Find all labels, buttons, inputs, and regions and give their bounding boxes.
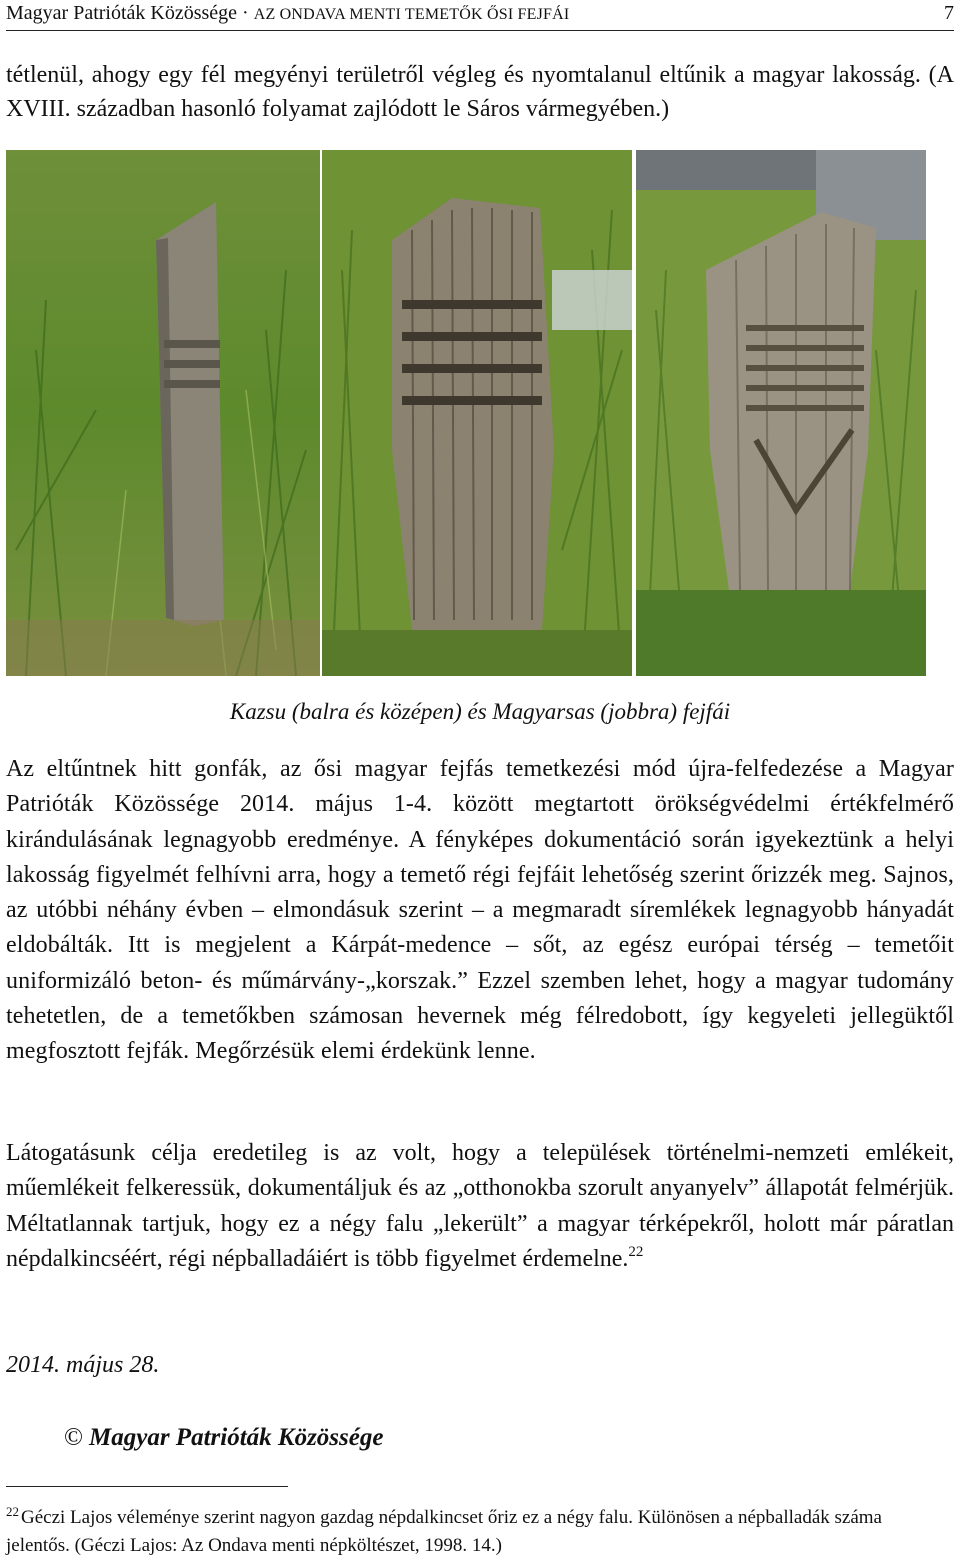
copyright-icon: © <box>64 1424 83 1451</box>
photo-magyarsas-right <box>636 150 926 676</box>
footnote <box>6 1504 900 1560</box>
page-number: 7 <box>944 2 954 24</box>
date-line: 2014. május 28. <box>6 1352 160 1378</box>
intro-paragraph: tétlenül, ahogy egy fél megyényi területről végleg és nyomtalanul eltűnik a magyar lakosság. (A XVIII. században hasonló folyamat zajlódott le Sáros vármegyében.) <box>6 62 954 122</box>
body-paragraph-2 <box>6 1136 954 1277</box>
body-paragraph-1: Az eltűntnek hitt gonfák, az ősi magyar fejfás temetkezési mód újra-felfedezése a Magyar Patrióták Közössége 2014. május 1-4. között megtartott örökségvédelmi értékfelmérő kirándulásának legnagyobb eredménye. A fényképes dokumentáció során igyekeztünk a helyi lakosság figyelmét felhívni arra, hogy a temető régi fejfáit lehetőség szerint őrizzék meg. Sajnos, az utóbbi néhány évben – elmondásuk szerint – a megmaradt síremlékek legnagyobb hányadát eldobálták. Itt is megjelent a Kárpát-medence – sőt, az egész európai térség – temetőit uniformizáló beton- és műmárvány-„korszak.” Ezzel szemben lehet, hogy a magyar tudomány tehetetlen, de a temetőkben számosan hevernek még félredobott, így kegyeleti jellegüktől megfosztott fejfák. Megőrzésük elemi érdekünk lenne. <box>6 756 954 1065</box>
header-title <box>6 0 569 28</box>
footnote-number: 22 <box>6 1504 19 1519</box>
header-separator: · <box>242 2 249 24</box>
footnote-text: Géczi Lajos véleménye szerint nagyon gazdag népdalkincset őriz ez a négy falu. Különösen a népballadák száma jelentős. (Géczi Lajos: Az Ondava menti népköltészet, 1998. 14.) <box>6 1507 882 1556</box>
figure-caption: Kazsu (balra és középen) és Magyarsas (jobbra) fejfái <box>229 699 731 724</box>
running-header <box>6 0 954 31</box>
header-section-title: AZ ONDAVA MENTI TEMETŐK ŐSI FEJFÁI <box>253 6 570 23</box>
copyright-line <box>64 1424 383 1452</box>
copyright-text: Magyar Patrióták Közössége <box>89 1424 384 1451</box>
photo-kazsu-middle <box>322 150 632 676</box>
body-paragraph-2-text: Látogatásunk célja eredetileg is az volt, hogy a települések történelmi-nemzeti emlékeit, műemlékeit felkeressük, dokumentáljuk és az „otthonokba szorult anyanyelv” állapotát felmérjük. Méltatlannak tartjuk, hogy ez a négy falu „lekerült” a magyar térképekről, holott már páratlan népdalkincséért, régi népballadáiért is több figyelmet érdemelne. <box>6 1140 954 1272</box>
footnote-divider <box>6 1486 288 1487</box>
footnote-reference[interactable]: 22 <box>628 1243 644 1260</box>
photo-strip <box>6 150 926 676</box>
header-publisher: Magyar Patrióták Közössége <box>6 2 238 24</box>
photo-kazsu-left <box>6 150 320 676</box>
